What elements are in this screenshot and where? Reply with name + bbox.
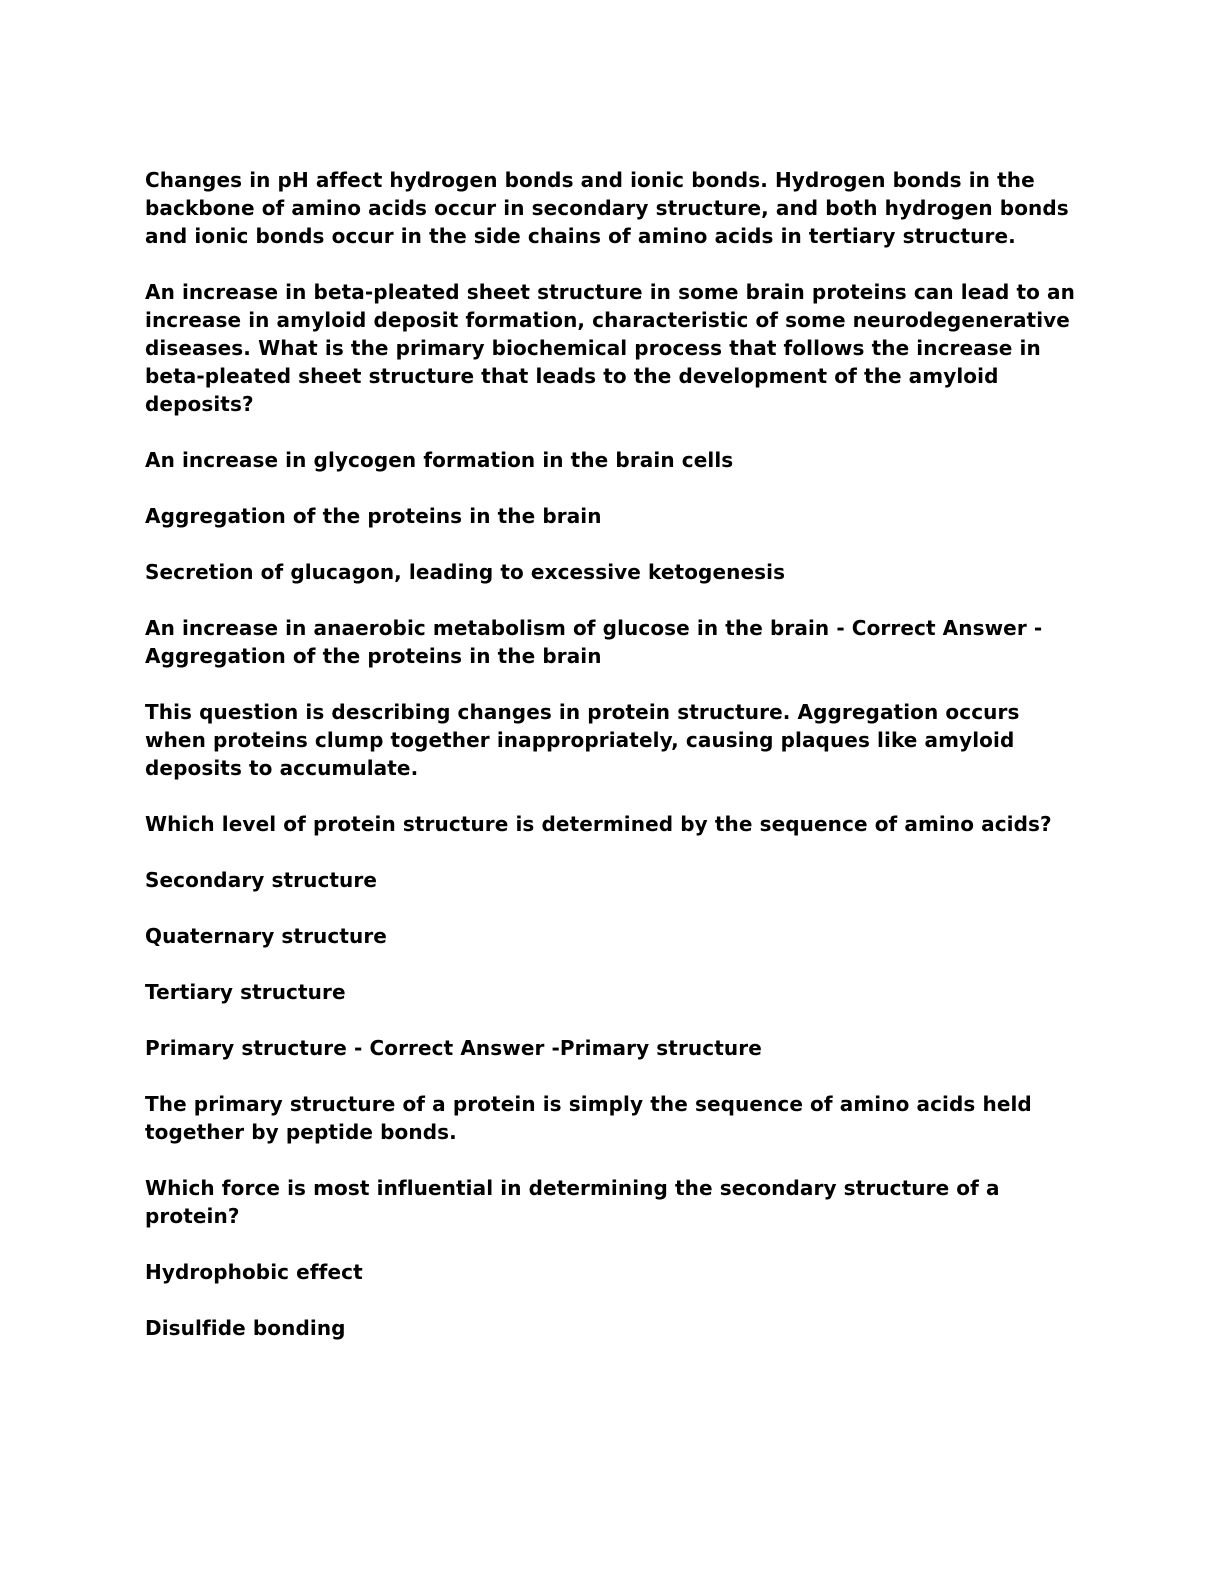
paragraph: Quaternary structure xyxy=(145,924,387,948)
paragraph: Changes in pH affect hydrogen bonds and ionic bonds. Hydrogen bonds in the backbone of amino acids occur in secondary structure, and both hydrogen bonds and ionic bonds occur in the side chains of amino acids in tertiary structure. xyxy=(145,168,1069,248)
paragraph: Secondary structure xyxy=(145,868,378,892)
paragraph: Aggregation of the proteins in the brain xyxy=(145,504,602,528)
paragraph: Hydrophobic effect xyxy=(145,1260,363,1284)
paragraph: Which level of protein structure is determined by the sequence of amino acids? xyxy=(145,812,1052,836)
paragraph: The primary structure of a protein is simply the sequence of amino acids held together by peptide bonds. xyxy=(145,1092,1032,1144)
paragraph: An increase in anaerobic metabolism of glucose in the brain - Correct Answer -Aggregation of the proteins in the brain xyxy=(145,616,1043,668)
paragraph: Disulfide bonding xyxy=(145,1316,346,1340)
paragraph: Primary structure - Correct Answer -Primary structure xyxy=(145,1036,762,1060)
paragraph: Tertiary structure xyxy=(145,980,346,1004)
paragraph: Secretion of glucagon, leading to excessive ketogenesis xyxy=(145,560,786,584)
paragraph: Which force is most influential in determining the secondary structure of a protein? xyxy=(145,1176,1000,1228)
paragraph: This question is describing changes in protein structure. Aggregation occurs when proteins clump together inappropriately, causing plaques like amyloid deposits to accumulate. xyxy=(145,700,1020,780)
paragraph: An increase in glycogen formation in the brain cells xyxy=(145,448,734,472)
paragraph: An increase in beta-pleated sheet structure in some brain proteins can lead to an increase in amyloid deposit formation, characteristic of some neurodegenerative diseases. What is the primary biochemical process that follows the increase in beta-pleated sheet structure that leads to the development of the amyloid deposits? xyxy=(145,280,1075,416)
document-content xyxy=(145,166,1087,1370)
